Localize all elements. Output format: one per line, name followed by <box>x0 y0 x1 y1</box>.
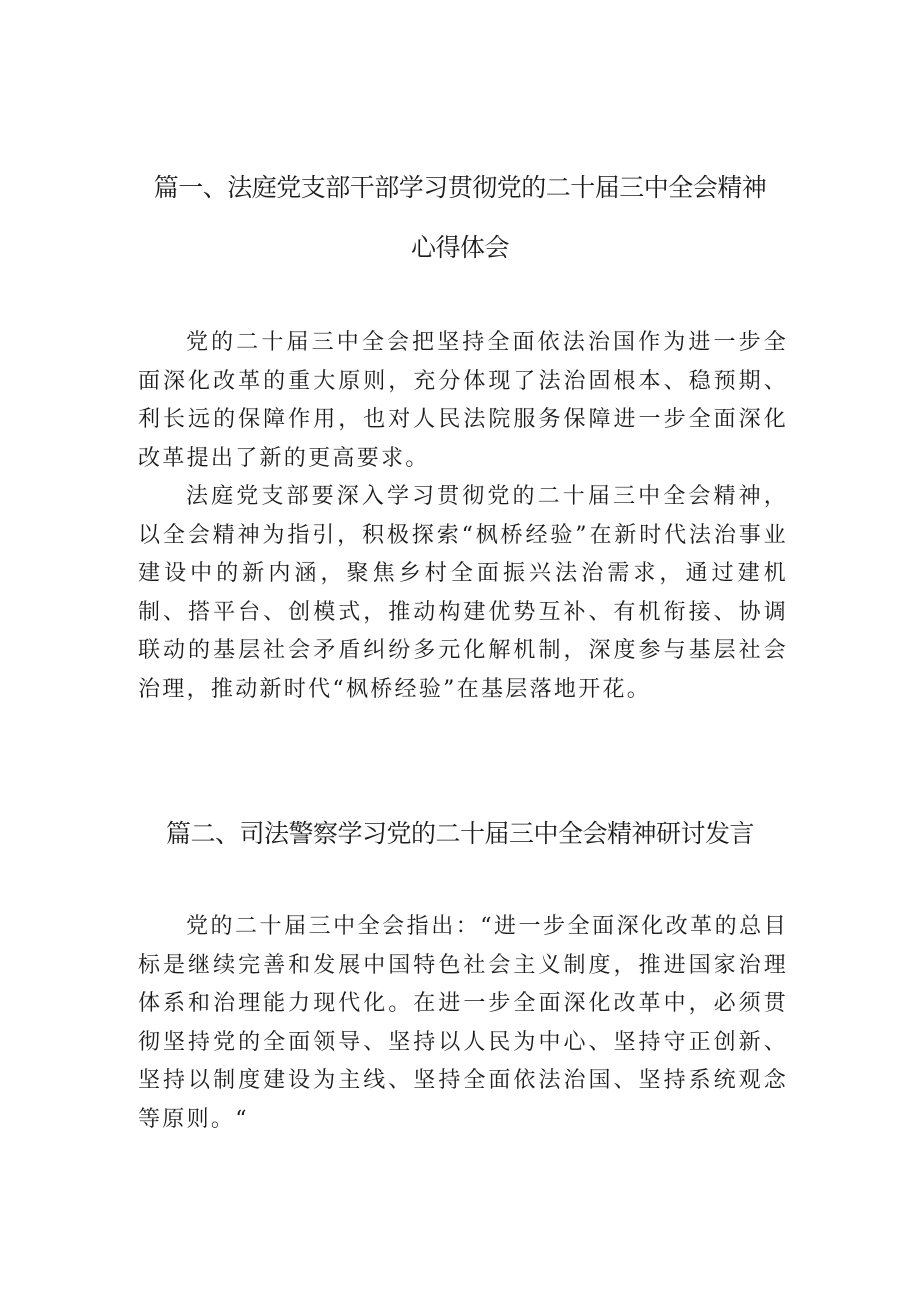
section1-paragraph-2: 法庭党支部要深入学习贯彻党的二十届三中全会精神，以全会精神为指引，积极探索“枫桥经验”在新时代法治事业建设中的新内涵，聚焦乡村全面振兴法治需求，通过建机制、搭平台、创模式，推动构建优势互补、有机衔接、协调联动的基层社会矛盾纠纷多元化解机制，深度参与基层社会治理，推动新时代“枫桥经验”在基层落地开花。 <box>138 484 788 702</box>
section1-title-line2: 心得体会 <box>410 233 509 262</box>
section2-body <box>138 908 788 1139</box>
section2-paragraph-1: 党的二十届三中全会指出：“进一步全面深化改革的总目标是继续完善和发展中国特色社会主义制度，推进国家治理体系和治理能力现代化。在进一步全面深化改革中，必须贯彻坚持党的全面领导、坚持以人民为中心、坚持守正创新、坚持以制度建设为主线、坚持全面依法治国、坚持系统观念等原则。“ <box>138 914 788 1132</box>
section1-title-line1: 篇一、法庭党支部干部学习贯彻党的二十届三中全会精神 <box>153 173 767 202</box>
section1-body <box>138 324 788 709</box>
section2-title: 篇二、司法警察学习党的二十届三中全会精神研讨发言 <box>165 819 754 848</box>
section1-paragraph-1: 党的二十届三中全会把坚持全面依法治国作为进一步全面深化改革的重大原则，充分体现了法治固根本、稳预期、利长远的保障作用，也对人民法院服务保障进一步全面深化改革提出了新的更高要求。 <box>138 330 788 471</box>
